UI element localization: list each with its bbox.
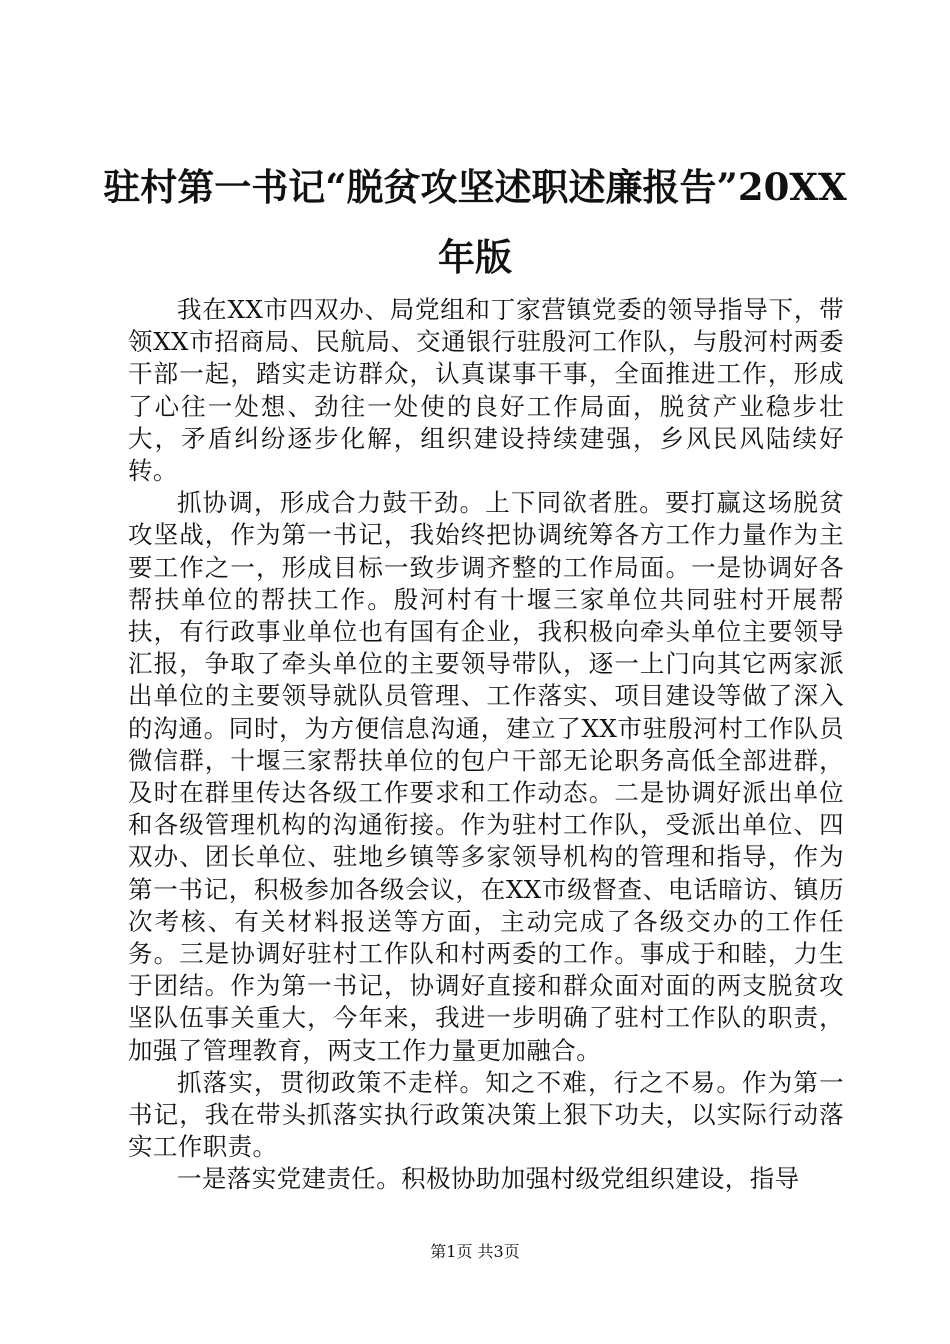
document-title [100,152,850,292]
page-footer [0,1242,950,1262]
document-body [128,294,844,1196]
title-line-2: 年版 [438,235,512,279]
paragraph-party-building: 一是落实党建责任。积极协助加强村级党组织建设，指导 [177,1164,800,1194]
page-number: 第1页 共3页 [430,1242,520,1261]
paragraph-coordination: 抓协调，形成合力鼓干劲。上下同欲者胜。要打赢这场脱贫攻坚战，作为第一书记，我始终把协调统筹各方工作力量作为主要工作之一，形成目标一致步调齐整的工作局面。一是协调好各帮扶单位的帮扶工作。殷河村有十堰三家单位共同驻村开展帮扶，有行政事业单位也有国有企业，我积极向牵头单位主要领导汇报，争取了牵头单位的主要领导带队，逐一上门向其它两家派出单位的主要领导就队员管理、工作落实、项目建设等做了深入的沟通。同时，为方便信息沟通，建立了XX市驻殷河村工作队员微信群，十堰三家帮扶单位的包户干部无论职务高低全部进群，及时在群里传达各级工作要求和工作动态。二是协调好派出单位和各级管理机构的沟通衔接。作为驻村工作队，受派出单位、四双办、团长单位、驻地乡镇等多家领导机构的管理和指导，作为第一书记，积极参加各级会议，在XX市级督查、电话暗访、镇历次考核、有关材料报送等方面，主动完成了各级交办的工作任务。三是协调好驻村工作队和村两委的工作。事成于和睦，力生于团结。作为第一书记，协调好直接和群众面对面的两支脱贫攻坚队伍事关重大，今年来，我进一步明确了驻村工作队的职责，加强了管理教育，两支工作力量更加融合。 [128,488,844,1065]
paragraph-implementation: 抓落实，贯彻政策不走样。知之不难，行之不易。作为第一书记，我在带头抓落实执行政策决策上狠下功夫，以实际行动落实工作职责。 [128,1067,844,1162]
paragraph-intro: 我在XX市四双办、局党组和丁家营镇党委的领导指导下，带领XX市招商局、民航局、交通银行驻殷河工作队，与殷河村两委干部一起，踏实走访群众，认真谋事干事，全面推进工作，形成了心往一处想、劲往一处使的良好工作局面，脱贫产业稳步壮大，矛盾纠纷逐步化解，组织建设持续建强，乡风民风陆续好转。 [128,295,844,486]
title-line-1: 驻村第一书记“脱贫攻坚述职述廉报告”20XX [103,165,847,209]
